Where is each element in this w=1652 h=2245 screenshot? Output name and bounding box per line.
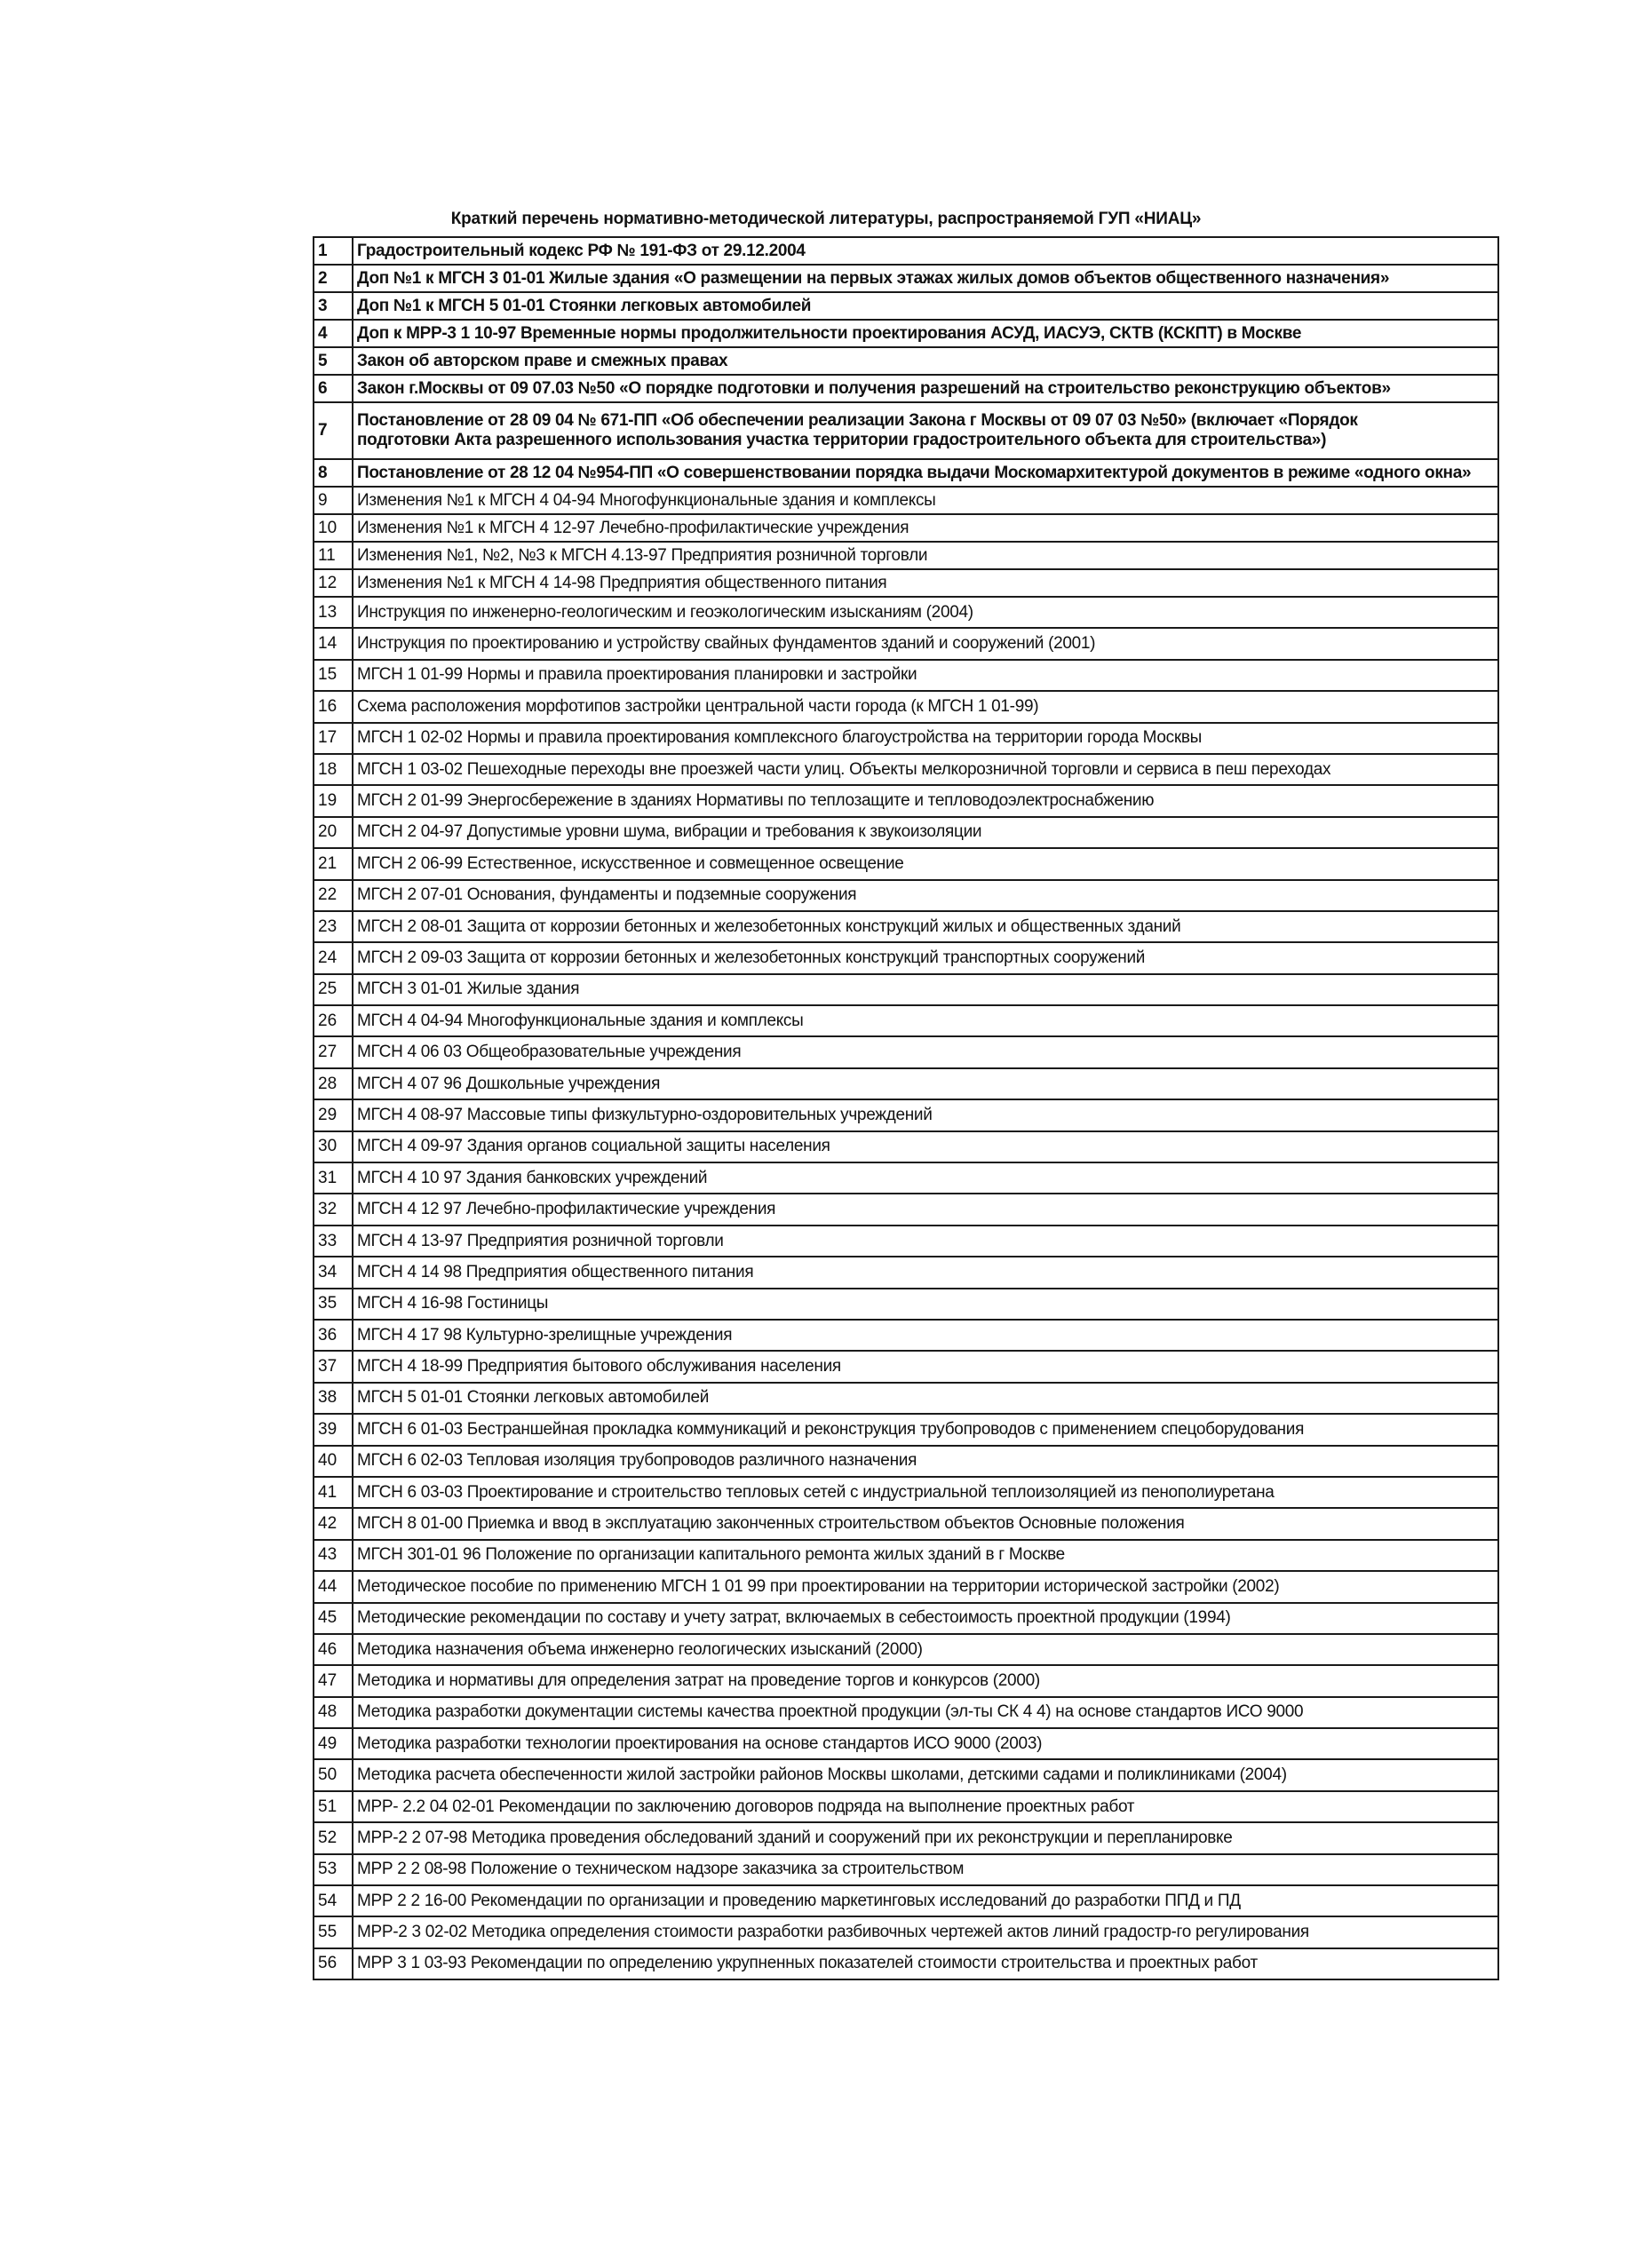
- row-number: 24: [314, 942, 353, 973]
- row-title: Инструкция по инженерно-геологическим и геоэкологическим изысканиям (2004): [353, 597, 1498, 628]
- table-row: [314, 1477, 1498, 1508]
- row-title: МГСН 8 01-00 Приемка и ввод в эксплуатацию законченных строительством объектов Основные положения: [353, 1508, 1498, 1539]
- row-title-line-2: подготовки Акта разрешенного использования участка территории градостроительного объекта для строительства»): [357, 431, 1327, 449]
- row-title: МГСН 4 10 97 Здания банковских учреждений: [353, 1162, 1498, 1194]
- row-title: МГСН 2 07-01 Основания, фундаменты и подземные сооружения: [353, 880, 1498, 911]
- table-row: [314, 1068, 1498, 1099]
- table-row: [314, 691, 1498, 722]
- row-number: 7: [314, 402, 353, 459]
- table-row: [314, 1162, 1498, 1194]
- table-row: [314, 1822, 1498, 1853]
- row-number: 51: [314, 1791, 353, 1822]
- row-number: 4: [314, 320, 353, 347]
- row-number: 21: [314, 848, 353, 879]
- row-title: Изменения №1 к МГСН 4 14-98 Предприятия общественного питания: [353, 569, 1498, 597]
- row-number: 36: [314, 1320, 353, 1351]
- row-title: МГСН 2 01-99 Энергосбережение в зданиях Нормативы по теплозащите и тепловодоэлектроснабжению: [353, 785, 1498, 816]
- row-number: 32: [314, 1194, 353, 1225]
- table-row: [314, 402, 1498, 459]
- row-title: МГСН 6 03-03 Проектирование и строительство тепловых сетей с индустриальной теплоизоляцией из пенополиуретана: [353, 1477, 1498, 1508]
- table-row: [314, 974, 1498, 1005]
- row-title: Градостроительный кодекс РФ № 191-ФЗ от 29.12.2004: [353, 237, 1498, 265]
- row-number: 44: [314, 1571, 353, 1602]
- row-title: Изменения №1, №2, №3 к МГСН 4.13-97 Предприятия розничной торговли: [353, 542, 1498, 569]
- table-row: [314, 514, 1498, 542]
- row-number: 54: [314, 1885, 353, 1916]
- row-number: 55: [314, 1916, 353, 1948]
- row-title: МРР-2 2 07-98 Методика проведения обследований зданий и сооружений при их реконструкции и перепланировке: [353, 1822, 1498, 1853]
- row-number: 41: [314, 1477, 353, 1508]
- row-number: 34: [314, 1257, 353, 1288]
- table-row: [314, 237, 1498, 265]
- table-row: [314, 1099, 1498, 1130]
- row-number: 5: [314, 347, 353, 375]
- row-number: 45: [314, 1603, 353, 1634]
- row-number: 23: [314, 911, 353, 942]
- table-row: [314, 1036, 1498, 1067]
- row-title: Методика назначения объема инженерно геологических изысканий (2000): [353, 1634, 1498, 1665]
- row-title: Инструкция по проектированию и устройству свайных фундаментов зданий и сооружений (2001): [353, 628, 1498, 659]
- row-number: 35: [314, 1289, 353, 1320]
- row-title: МГСН 3 01-01 Жилые здания: [353, 974, 1498, 1005]
- table-row: [314, 1194, 1498, 1225]
- literature-table-body: [314, 237, 1498, 1979]
- row-title: МГСН 4 18-99 Предприятия бытового обслуживания населения: [353, 1351, 1498, 1382]
- table-row: [314, 542, 1498, 569]
- row-title: Доп к МРР-3 1 10-97 Временные нормы продолжительности проектирования АСУД, ИАСУЭ, СКТВ (КСКПТ) в Москве: [353, 320, 1498, 347]
- table-row: [314, 1603, 1498, 1634]
- row-title: МГСН 6 01-03 Бестраншейная прокладка коммуникаций и реконструкция трубопроводов с применением спецоборудования: [353, 1414, 1498, 1445]
- row-number: 49: [314, 1728, 353, 1759]
- row-title: Методика разработки документации системы качества проектной продукции (эл-ты СК 4 4) на основе стандартов ИСО 9000: [353, 1697, 1498, 1728]
- table-row: [314, 723, 1498, 754]
- row-title: МРР 3 1 03-93 Рекомендации по определению укрупненных показателей стоимости строительства и проектных работ: [353, 1948, 1498, 1979]
- row-title: Схема расположения морфотипов застройки центральной части города (к МГСН 1 01-99): [353, 691, 1498, 722]
- row-number: 53: [314, 1854, 353, 1885]
- row-title: МГСН 1 01-99 Нормы и правила проектирования планировки и застройки: [353, 660, 1498, 691]
- table-row: [314, 1351, 1498, 1382]
- table-row: [314, 942, 1498, 973]
- table-row: [314, 1791, 1498, 1822]
- row-title: Методика расчета обеспеченности жилой застройки районов Москвы школами, детскими садами и поликлиниками (2004): [353, 1759, 1498, 1790]
- table-row: [314, 848, 1498, 879]
- row-number: 8: [314, 459, 353, 487]
- row-number: 16: [314, 691, 353, 722]
- row-title: МГСН 1 03-02 Пешеходные переходы вне проезжей части улиц. Объекты мелкорозничной торговли и сервиса в пеш переходах: [353, 754, 1498, 785]
- row-number: 2: [314, 265, 353, 292]
- row-title: МГСН 4 12 97 Лечебно-профилактические учреждения: [353, 1194, 1498, 1225]
- table-row: [314, 292, 1498, 320]
- row-number: 29: [314, 1099, 353, 1130]
- row-number: 38: [314, 1383, 353, 1414]
- row-number: 1: [314, 237, 353, 265]
- row-number: 15: [314, 660, 353, 691]
- table-row: [314, 1320, 1498, 1351]
- row-title: МГСН 301-01 96 Положение по организации капитального ремонта жилых зданий в г Москве: [353, 1540, 1498, 1571]
- row-number: 56: [314, 1948, 353, 1979]
- row-number: 26: [314, 1005, 353, 1036]
- row-title-line-1: Постановление от 28 09 04 № 671-ПП «Об обеспечении реализации Закона г Москвы от 09 07 03 №50» (включает «Порядок: [357, 411, 1358, 430]
- row-number: 20: [314, 817, 353, 848]
- row-title: МГСН 2 09-03 Защита от коррозии бетонных и железобетонных конструкций транспортных сооружений: [353, 942, 1498, 973]
- row-number: 18: [314, 754, 353, 785]
- row-title: МГСН 1 02-02 Нормы и правила проектирования комплексного благоустройства на территории города Москвы: [353, 723, 1498, 754]
- table-row: [314, 1571, 1498, 1602]
- table-row: [314, 911, 1498, 942]
- table-row: [314, 487, 1498, 514]
- row-title: Методические рекомендации по составу и учету затрат, включаемых в себестоимость проектной продукции (1994): [353, 1603, 1498, 1634]
- row-title: Методическое пособие по применению МГСН 1 01 99 при проектировании на территории исторической застройки (2002): [353, 1571, 1498, 1602]
- row-number: 40: [314, 1446, 353, 1477]
- row-title: МГСН 5 01-01 Стоянки легковых автомобилей: [353, 1383, 1498, 1414]
- row-title: МГСН 4 16-98 Гостиницы: [353, 1289, 1498, 1320]
- table-row: [314, 1383, 1498, 1414]
- table-row: [314, 265, 1498, 292]
- row-title: Изменения №1 к МГСН 4 12-97 Лечебно-профилактические учреждения: [353, 514, 1498, 542]
- row-number: 46: [314, 1634, 353, 1665]
- table-row: [314, 459, 1498, 487]
- row-title: Постановление от 28 12 04 №954-ПП «О совершенствовании порядка выдачи Москомархитектурой документов в режиме «одного окна»: [353, 459, 1498, 487]
- row-number: 42: [314, 1508, 353, 1539]
- row-title: МГСН 4 13-97 Предприятия розничной торговли: [353, 1226, 1498, 1257]
- row-number: 43: [314, 1540, 353, 1571]
- table-row: [314, 1414, 1498, 1445]
- table-row: [314, 1854, 1498, 1885]
- table-row: [314, 1728, 1498, 1759]
- table-row: [314, 1226, 1498, 1257]
- row-title: Закон об авторском праве и смежных правах: [353, 347, 1498, 375]
- row-number: 31: [314, 1162, 353, 1194]
- table-row: [314, 597, 1498, 628]
- table-row: [314, 754, 1498, 785]
- table-row: [314, 375, 1498, 402]
- table-row: [314, 1131, 1498, 1162]
- table-row: [314, 785, 1498, 816]
- row-title: МГСН 2 04-97 Допустимые уровни шума, вибрации и требования к звукоизоляции: [353, 817, 1498, 848]
- row-title: МГСН 2 06-99 Естественное, искусственное и совмещенное освещение: [353, 848, 1498, 879]
- row-number: 25: [314, 974, 353, 1005]
- table-row: [314, 1257, 1498, 1288]
- row-number: 13: [314, 597, 353, 628]
- row-number: 3: [314, 292, 353, 320]
- table-row: [314, 1885, 1498, 1916]
- table-row: [314, 1005, 1498, 1036]
- row-number: 37: [314, 1351, 353, 1382]
- row-number: 47: [314, 1665, 353, 1696]
- row-number: 11: [314, 542, 353, 569]
- row-number: 19: [314, 785, 353, 816]
- table-row: [314, 1289, 1498, 1320]
- row-title: Доп №1 к МГСН 5 01-01 Стоянки легковых автомобилей: [353, 292, 1498, 320]
- page-title: Краткий перечень нормативно-методической литературы, распространяемой ГУП «НИАЦ»: [450, 210, 1202, 228]
- table-row: [314, 1916, 1498, 1948]
- row-title: Методика и нормативы для определения затрат на проведение торгов и конкурсов (2000): [353, 1665, 1498, 1696]
- table-row: [314, 347, 1498, 375]
- table-row: [314, 1634, 1498, 1665]
- row-title: МГСН 4 14 98 Предприятия общественного питания: [353, 1257, 1498, 1288]
- literature-table: [313, 236, 1499, 1980]
- row-number: 14: [314, 628, 353, 659]
- row-title: Методика разработки технологии проектирования на основе стандартов ИСО 9000 (2003): [353, 1728, 1498, 1759]
- row-number: 6: [314, 375, 353, 402]
- row-number: 33: [314, 1226, 353, 1257]
- row-number: 50: [314, 1759, 353, 1790]
- table-row: [314, 1540, 1498, 1571]
- table-row: [314, 1508, 1498, 1539]
- row-title: МГСН 4 06 03 Общеобразовательные учреждения: [353, 1036, 1498, 1067]
- row-title: [353, 402, 1498, 459]
- row-number: 39: [314, 1414, 353, 1445]
- row-title: МГСН 6 02-03 Тепловая изоляция трубопроводов различного назначения: [353, 1446, 1498, 1477]
- row-title: Изменения №1 к МГСН 4 04-94 Многофункциональные здания и комплексы: [353, 487, 1498, 514]
- row-number: 30: [314, 1131, 353, 1162]
- row-number: 48: [314, 1697, 353, 1728]
- row-title: МГСН 4 08-97 Массовые типы физкультурно-оздоровительных учреждений: [353, 1099, 1498, 1130]
- row-number: 10: [314, 514, 353, 542]
- table-row: [314, 1759, 1498, 1790]
- table-row: [314, 628, 1498, 659]
- row-number: 28: [314, 1068, 353, 1099]
- row-title: МРР 2 2 16-00 Рекомендации по организации и проведению маркетинговых исследований до разработки ППД и ПД: [353, 1885, 1498, 1916]
- table-row: [314, 1948, 1498, 1979]
- table-row: [314, 1697, 1498, 1728]
- row-number: 12: [314, 569, 353, 597]
- row-title: МРР- 2.2 04 02-01 Рекомендации по заключению договоров подряда на выполнение проектных работ: [353, 1791, 1498, 1822]
- table-row: [314, 660, 1498, 691]
- row-number: 17: [314, 723, 353, 754]
- table-row: [314, 1446, 1498, 1477]
- row-title: МГСН 2 08-01 Защита от коррозии бетонных и железобетонных конструкций жилых и общественных зданий: [353, 911, 1498, 942]
- row-number: 52: [314, 1822, 353, 1853]
- row-number: 22: [314, 880, 353, 911]
- table-row: [314, 320, 1498, 347]
- row-title: МГСН 4 09-97 Здания органов социальной защиты населения: [353, 1131, 1498, 1162]
- row-number: 27: [314, 1036, 353, 1067]
- row-title: МРР-2 3 02-02 Методика определения стоимости разработки разбивочных чертежей актов линий градостр-го регулирования: [353, 1916, 1498, 1948]
- table-row: [314, 817, 1498, 848]
- table-row: [314, 569, 1498, 597]
- row-title: МГСН 4 07 96 Дошкольные учреждения: [353, 1068, 1498, 1099]
- row-title: МГСН 4 04-94 Многофункциональные здания и комплексы: [353, 1005, 1498, 1036]
- row-title: Доп №1 к МГСН 3 01-01 Жилые здания «О размещении на первых этажах жилых домов объектов общественного назначения»: [353, 265, 1498, 292]
- row-number: 9: [314, 487, 353, 514]
- table-row: [314, 880, 1498, 911]
- row-title: МРР 2 2 08-98 Положение о техническом надзоре заказчика за строительством: [353, 1854, 1498, 1885]
- row-title: Закон г.Москвы от 09 07.03 №50 «О порядке подготовки и получения разрешений на строительство реконструкцию объектов»: [353, 375, 1498, 402]
- table-row: [314, 1665, 1498, 1696]
- row-title: МГСН 4 17 98 Культурно-зрелищные учреждения: [353, 1320, 1498, 1351]
